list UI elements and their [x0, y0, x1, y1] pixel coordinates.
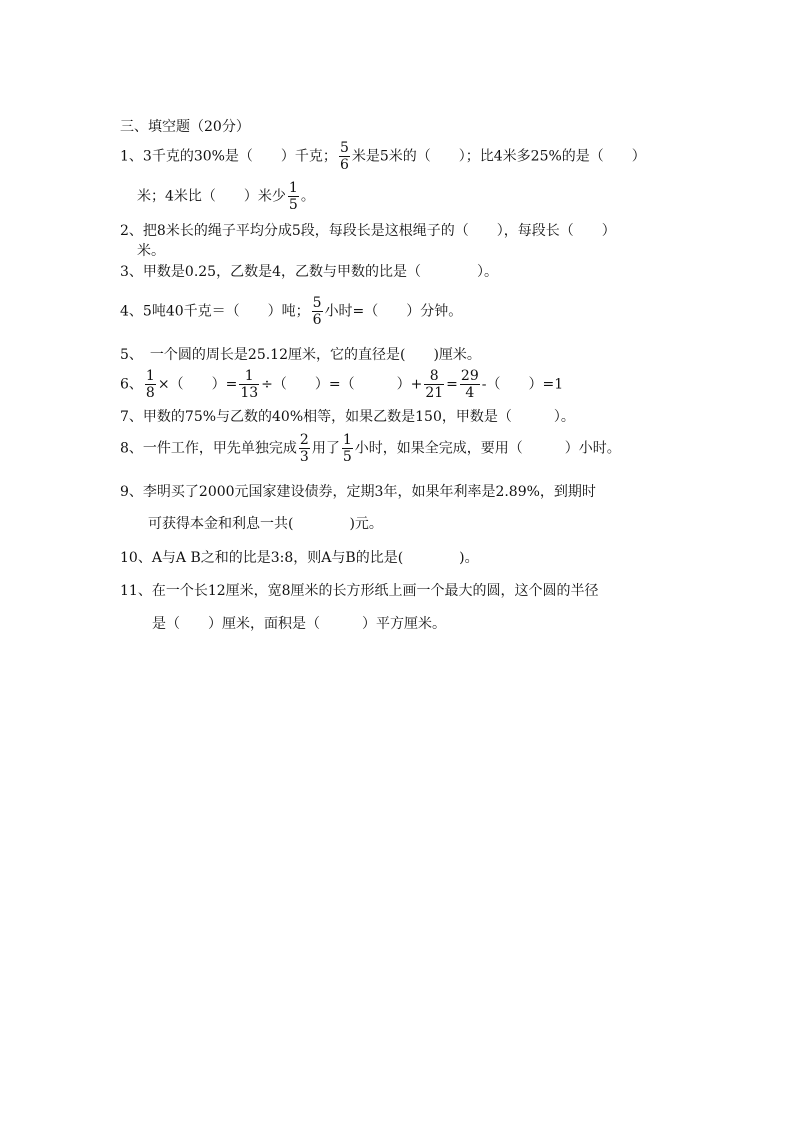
- fraction-numerator: 8: [424, 368, 444, 385]
- fraction-numerator: 1: [145, 368, 155, 384]
- question-6: [120, 368, 563, 401]
- fraction-numerator: 5: [312, 295, 322, 311]
- question-9-line-2: 可获得本金和利息一共( )元。: [148, 516, 383, 532]
- fraction-1-8: [145, 368, 156, 401]
- question-11-line-1: 11、在一个长12厘米，宽8厘米的长方形纸上画一个最大的圆，这个圆的半径: [120, 583, 599, 599]
- question-5: 5、 一个圆的周长是25.12厘米，它的直径是( )厘米。: [120, 347, 481, 363]
- q8-text-c: 小时，如果全完成，要用（ ）小时。: [354, 440, 621, 457]
- question-7: 7、甲数的75%与乙数的40%相等，如果乙数是150，甲数是（ ）。: [120, 409, 575, 425]
- question-1-line-1: [120, 140, 646, 173]
- fraction-denominator: 6: [312, 312, 322, 328]
- q6-text-a: 6、: [120, 376, 143, 393]
- fraction-denominator: 6: [339, 157, 349, 173]
- fraction-numerator: 5: [339, 140, 349, 156]
- q6-text-c: ÷（ ）=（ ）+: [261, 376, 423, 393]
- fraction-1-5: [342, 432, 353, 465]
- fraction-denominator: 4: [465, 385, 475, 401]
- q6-text-b: ×（ ）=: [157, 376, 238, 393]
- question-8: [120, 432, 621, 465]
- fraction-denominator: 5: [342, 449, 352, 465]
- q1-text-b: 米是5米的（ ）；比4米多25%的是（ ）: [351, 148, 646, 165]
- question-1-line-2: [137, 180, 315, 213]
- fraction-1-13: [239, 368, 259, 401]
- q4-text-a: 4、5吨40千克＝（ ）吨；: [120, 303, 310, 320]
- fraction-numerator: 1: [288, 180, 298, 196]
- q1-text-d: 。: [300, 188, 315, 205]
- fraction-1-5: [288, 180, 299, 213]
- question-10: 10、A与A B之和的比是3:8，则A与B的比是( )。: [120, 550, 479, 566]
- q1-text-a: 1、3千克的30%是（ ）千克；: [120, 148, 337, 165]
- fraction-5-6: [339, 140, 350, 173]
- fraction-denominator: 8: [145, 385, 155, 401]
- question-2-line-2: 米。: [137, 243, 165, 259]
- q4-text-b: 小时=（ ）分钟。: [324, 303, 463, 320]
- fraction-29-4: [460, 368, 480, 401]
- fraction-numerator: 1: [239, 368, 259, 385]
- q6-text-e: -（ ）=1: [481, 376, 564, 393]
- fraction-8-21: [424, 368, 444, 401]
- fraction-numerator: 29: [460, 368, 479, 384]
- fraction-numerator: 2: [299, 432, 309, 448]
- fraction-denominator: 3: [299, 449, 309, 465]
- q1-text-c: 米；4米比（ ）米少: [137, 188, 286, 205]
- q8-text-a: 8、一件工作，甲先单独完成: [120, 440, 297, 457]
- question-3: 3、甲数是0.25，乙数是4，乙数与甲数的比是（ ）。: [120, 264, 498, 280]
- fraction-denominator: 5: [288, 197, 298, 213]
- fraction-denominator: 21: [425, 385, 444, 401]
- fraction-2-3: [299, 432, 310, 465]
- question-11-line-2: 是（ ）厘米，面积是（ ）平方厘米。: [152, 616, 446, 632]
- fraction-denominator: 13: [240, 385, 259, 401]
- fraction-numerator: 1: [342, 432, 352, 448]
- question-9-line-1: 9、李明买了2000元国家建设债券，定期3年，如果年利率是2.89%，到期时: [120, 484, 596, 500]
- question-2-line-1: 2、把8米长的绳子平均分成5段，每段长是这根绳子的（ ），每段长（ ）: [120, 223, 616, 239]
- fraction-5-6: [312, 295, 323, 328]
- section-title: 三、填空题（20分）: [120, 119, 250, 135]
- q8-text-b: 用了: [311, 440, 340, 457]
- q6-text-d: =: [446, 376, 458, 393]
- question-4: [120, 295, 462, 328]
